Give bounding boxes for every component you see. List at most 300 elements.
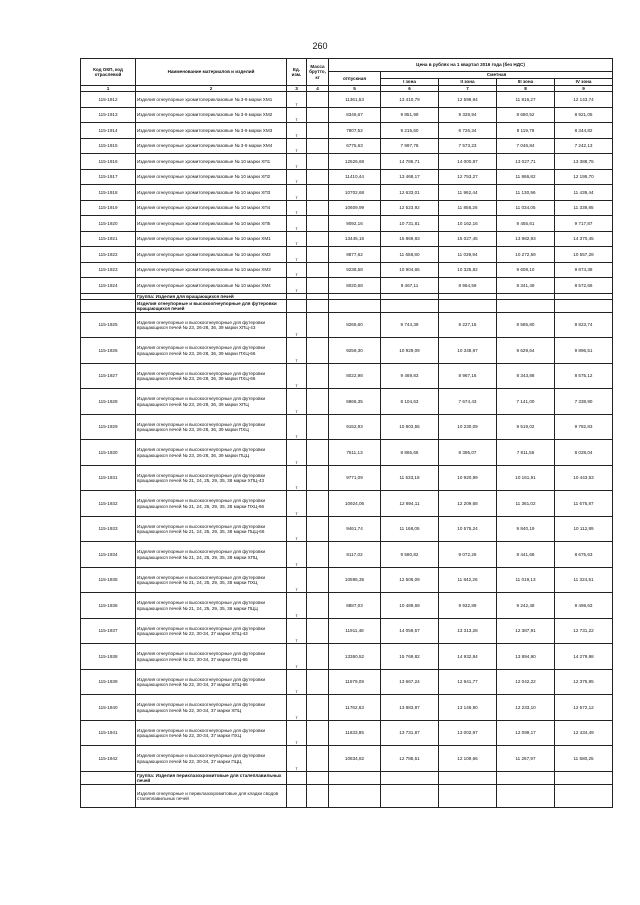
row-zone-2-price: 12 598,94 [439,92,497,108]
row-code: 115-1918 [81,185,136,201]
row-code: 115-1915 [81,138,136,154]
row-name: Изделия огнеупорные и высокоогнеупорные для футеровки вращающихся печей № 22, 30-34, 37 марки ХПЦ-43 [136,618,287,644]
header-estimate: Сметная [381,72,613,79]
column-number: 4 [307,86,329,92]
empty-cell [287,784,307,807]
row-code: 115-1921 [81,231,136,247]
row-code [81,299,136,312]
row-code: 115-1913 [81,107,136,123]
row-name: Изделия огнеупорные и высокоогнеупорные для футеровки вращающихся печей № 23, 26-28, 36, 39 марки ПХЦ-66 [136,338,287,364]
table-row [81,465,613,491]
table-row [81,138,613,154]
row-zone-4-price: 8 823,74 [555,312,613,338]
row-mass [307,185,329,201]
row-zone-3-price: 10 272,59 [497,247,555,263]
row-zone-2-price: 10 230,09 [439,414,497,440]
empty-cell [439,784,497,807]
row-wholesale-price: 13445,16 [329,231,381,247]
table-row [81,414,613,440]
row-zone-3-price: 8 343,88 [497,363,555,389]
row-zone-4-price: 12 731,22 [555,618,613,644]
row-unit: т [287,231,307,247]
row-code: 115-1938 [81,644,136,670]
row-zone-4-price: 14 279,98 [555,644,613,670]
empty-cell [329,784,381,807]
row-unit: т [287,107,307,123]
row-zone-2-price: 9 072,26 [439,542,497,568]
row-name: Изделия огнеупорные хромитопериклазовые № 10 марки ХП5 [136,216,287,232]
row-zone-3-price: 11 019,13 [497,567,555,593]
empty-cell [287,299,307,312]
row-mass [307,169,329,185]
empty-cell [497,784,555,807]
row-code: 115-1917 [81,169,136,185]
row-zone-4-price: 10 112,89 [555,516,613,542]
row-zone-3-price: 10 161,91 [497,465,555,491]
row-unit: т [287,216,307,232]
row-unit: т [287,465,307,491]
row-unit: т [287,338,307,364]
row-mass [307,746,329,772]
row-wholesale-price: 8265,60 [329,312,381,338]
row-zone-3-price: 9 840,19 [497,516,555,542]
page-number: 260 [312,41,328,51]
row-wholesale-price: 9092,16 [329,216,381,232]
row-name: Изделия огнеупорные и высокоогнеупорные для футеровки вращающихся печей № 23, 26-28, 36, 39 марки ПХЦ [136,414,287,440]
empty-cell [307,784,329,807]
row-name: Изделия огнеупорные и высокоогнеупорные для футеровки вращающихся печей № 21, 24, 25, 29, 35, 38 марки ХПЦ-43 [136,465,287,491]
row-name: Изделия огнеупорные и высокоогнеупорные для футеровки вращающихся печей № 21, 24, 25, 29, 35, 38 марки ПЦЦ-66 [136,516,287,542]
group-subtitle-text: Изделия огнеупорные и периклазохромитовые для кладки сводов сталеплавильных печей [136,784,287,807]
row-mass [307,618,329,644]
row-code [81,771,136,784]
row-zone-1-price: 9 215,60 [381,123,439,139]
row-zone-3-price: 8 680,52 [497,107,555,123]
row-zone-4-price: 8 921,05 [555,107,613,123]
row-zone-3-price: 11 866,82 [497,169,555,185]
row-name: Изделия огнеупорные и высокоогнеупорные для футеровки вращающихся печей № 23, 26-28, 36, 39 марки ХПЦ-43 [136,312,287,338]
row-zone-1-price: 10 731,81 [381,216,439,232]
empty-cell [381,784,439,807]
row-zone-2-price: 8 726,34 [439,123,497,139]
row-name: Изделия огнеупорные и высокоогнеупорные для футеровки вращающихся печей № 23, 26-28, 36, 39 марки ХПЦ [136,389,287,415]
group-subtitle [81,299,613,312]
table-row [81,107,613,123]
row-name: Изделия огнеупорные и высокоогнеупорные для футеровки вращающихся печей № 21, 24, 25, 29, 35, 38 марки ХПЦ [136,542,287,568]
row-mass [307,123,329,139]
row-zone-2-price: 13 002,97 [439,720,497,746]
header-name: Наименование материалов и изделий [136,59,287,86]
row-mass [307,200,329,216]
header-code: Код ОКП, код отраслевой [81,59,136,86]
row-wholesale-price: 9771,09 [329,465,381,491]
row-mass [307,107,329,123]
row-zone-4-price: 10 443,53 [555,465,613,491]
row-name: Изделия огнеупорные хромитопериклазовые № 10 марки ХМ4 [136,278,287,294]
row-zone-4-price: 14 370,45 [555,231,613,247]
row-wholesale-price: 11911,48 [329,618,381,644]
empty-cell [555,784,613,807]
table-row [81,185,613,201]
row-zone-2-price: 11 858,26 [439,200,497,216]
row-name: Изделия огнеупорные и высокоогнеупорные для футеровки вращающихся печей № 22, 30-34, 37 марки ПЦЦ [136,746,287,772]
row-name: Изделия огнеупорные хромитопериклазовые № 3-9 марки ХМ2 [136,107,287,123]
row-wholesale-price: 6866,35 [329,389,381,415]
row-code: 115-1933 [81,516,136,542]
row-code: 115-1916 [81,154,136,170]
empty-cell [497,299,555,312]
row-mass [307,262,329,278]
empty-cell [439,771,497,784]
table-row [81,644,613,670]
group-title-text: Группа: Изделия для вращающихся печей [136,293,287,299]
row-unit: т [287,491,307,517]
row-code: 115-1919 [81,200,136,216]
row-unit: т [287,669,307,695]
row-zone-2-price: 11 842,26 [439,567,497,593]
row-zone-1-price: 10 929,09 [381,338,439,364]
row-code: 115-1930 [81,440,136,466]
group-title-text: Группа: Изделия периклазохромитовые для сталеплавильных печей [136,771,287,784]
row-name: Изделия огнеупорные хромитопериклазовые № 10 марки ХП1 [136,154,287,170]
row-name: Изделия огнеупорные и высокоогнеупорные для футеровки вращающихся печей № 22, 30-34, 37 марки ХПЦ [136,695,287,721]
header-zone-1: I зона [381,79,439,86]
row-mass [307,567,329,593]
row-code: 115-1936 [81,593,136,619]
row-zone-3-price: 12 042,22 [497,669,555,695]
row-wholesale-price: 9152,93 [329,414,381,440]
price-table [80,58,613,808]
row-code: 115-1926 [81,338,136,364]
row-wholesale-price: 8020,68 [329,278,381,294]
row-zone-2-price: 10 348,97 [439,338,497,364]
table-row [81,154,613,170]
row-zone-1-price: 8 104,63 [381,389,439,415]
row-zone-2-price: 11 039,94 [439,247,497,263]
row-unit: т [287,644,307,670]
row-name: Изделия огнеупорные и высокоогнеупорные для футеровки вращающихся печей № 22, 30-34, 37 марки ПХЦ-66 [136,644,287,670]
row-code: 115-1912 [81,92,136,108]
row-zone-4-price: 8 575,12 [555,363,613,389]
row-zone-4-price: 7 338,90 [555,389,613,415]
empty-cell [329,299,381,312]
row-code [81,784,136,807]
row-wholesale-price: 8887,03 [329,593,381,619]
table-row [81,542,613,568]
row-zone-2-price: 14 000,87 [439,154,497,170]
row-zone-2-price: 12 941,77 [439,669,497,695]
row-zone-3-price: 13 982,93 [497,231,555,247]
row-zone-3-price: 9 242,48 [497,593,555,619]
row-zone-3-price: 8 119,79 [497,123,555,139]
row-code: 115-1927 [81,363,136,389]
row-zone-4-price: 8 675,63 [555,542,613,568]
row-wholesale-price: 10924,06 [329,491,381,517]
row-zone-4-price: 9 874,38 [555,262,613,278]
empty-cell [555,299,613,312]
row-code: 115-1932 [81,491,136,517]
row-zone-3-price: 12 387,91 [497,618,555,644]
row-code: 115-1914 [81,123,136,139]
row-unit: т [287,618,307,644]
row-wholesale-price: 10595,35 [329,567,381,593]
row-wholesale-price: 11633,85 [329,720,381,746]
table-row [81,200,613,216]
row-zone-3-price: 11 267,97 [497,746,555,772]
column-number: 1 [81,86,136,92]
row-zone-4-price: 11 439,44 [555,185,613,201]
row-mass [307,138,329,154]
row-zone-3-price: 11 361,02 [497,491,555,517]
row-mass [307,720,329,746]
row-zone-1-price: 9 467,11 [381,278,439,294]
row-zone-2-price: 12 109,66 [439,746,497,772]
row-code: 115-1928 [81,389,136,415]
row-zone-3-price: 12 233,10 [497,695,555,721]
row-zone-2-price: 8 967,16 [439,363,497,389]
row-zone-4-price: 10 557,28 [555,247,613,263]
row-zone-3-price: 9 455,61 [497,216,555,232]
row-zone-2-price: 8 964,59 [439,278,497,294]
row-code: 115-1940 [81,695,136,721]
row-mass [307,278,329,294]
row-code: 115-1942 [81,746,136,772]
row-unit: т [287,363,307,389]
row-unit: т [287,92,307,108]
table-row [81,720,613,746]
row-zone-1-price: 13 410,79 [381,92,439,108]
row-zone-1-price: 15 769,82 [381,644,439,670]
row-mass [307,338,329,364]
row-wholesale-price: 6775,63 [329,138,381,154]
row-zone-1-price: 10 904,65 [381,262,439,278]
row-zone-1-price: 14 059,57 [381,618,439,644]
column-number: 9 [555,86,613,92]
row-unit: т [287,312,307,338]
row-zone-3-price: 8 441,68 [497,542,555,568]
row-unit: т [287,542,307,568]
row-zone-1-price: 10 803,55 [381,414,439,440]
row-mass [307,247,329,263]
row-zone-4-price: 11 339,85 [555,200,613,216]
row-zone-1-price: 13 731,87 [381,720,439,746]
row-zone-3-price: 13 027,71 [497,154,555,170]
row-unit: т [287,169,307,185]
row-code: 115-1935 [81,567,136,593]
row-wholesale-price: 9461,74 [329,516,381,542]
table-row [81,247,613,263]
row-code: 115-1924 [81,278,136,294]
row-code: 115-1939 [81,669,136,695]
row-code: 115-1937 [81,618,136,644]
row-wholesale-price: 8022,98 [329,363,381,389]
table-row [81,593,613,619]
row-mass [307,440,329,466]
row-zone-3-price: 7 141,00 [497,389,555,415]
row-name: Изделия огнеупорные хромитопериклазовые № 3-9 марки ХМ1 [136,92,287,108]
row-zone-4-price: 7 242,13 [555,138,613,154]
group-subtitle [81,784,613,807]
row-wholesale-price: 8346,67 [329,107,381,123]
row-code: 115-1934 [81,542,136,568]
row-zone-1-price: 9 580,82 [381,542,439,568]
row-zone-1-price: 13 468,17 [381,169,439,185]
row-zone-4-price: 12 143,74 [555,92,613,108]
row-zone-4-price: 12 572,12 [555,695,613,721]
row-unit: т [287,593,307,619]
row-code: 115-1922 [81,247,136,263]
row-zone-2-price: 15 027,45 [439,231,497,247]
row-unit: т [287,200,307,216]
row-zone-2-price: 14 932,84 [439,644,497,670]
row-unit: т [287,695,307,721]
empty-cell [381,771,439,784]
table-row [81,516,613,542]
row-mass [307,231,329,247]
table-row [81,312,613,338]
header-zone-4: IV зона [555,79,613,86]
table-row [81,123,613,139]
row-wholesale-price: 11361,53 [329,92,381,108]
header-zone-3: III зона [497,79,555,86]
table-row [81,262,613,278]
row-mass [307,465,329,491]
table-row [81,278,613,294]
row-wholesale-price: 13360,52 [329,644,381,670]
row-mass [307,593,329,619]
row-unit: т [287,247,307,263]
row-zone-2-price: 13 146,90 [439,695,497,721]
row-zone-4-price: 12 434,49 [555,720,613,746]
row-zone-2-price: 11 962,44 [439,185,497,201]
row-zone-4-price: 8 572,66 [555,278,613,294]
row-name: Изделия огнеупорные и высокоогнеупорные для футеровки вращающихся печей № 21, 24, 25, 29, 35, 38 марки ПХЦ [136,567,287,593]
row-wholesale-price: 9259,30 [329,338,381,364]
row-code: 115-1923 [81,262,136,278]
row-mass [307,516,329,542]
row-zone-4-price: 8 344,82 [555,123,613,139]
table-row [81,746,613,772]
row-unit: т [287,185,307,201]
row-zone-1-price: 11 533,18 [381,465,439,491]
row-wholesale-price: 10834,82 [329,746,381,772]
row-unit: т [287,720,307,746]
row-zone-1-price: 11 168,05 [381,516,439,542]
row-zone-3-price: 11 816,27 [497,92,555,108]
row-zone-1-price: 12 788,51 [381,746,439,772]
table-row [81,216,613,232]
row-mass [307,542,329,568]
table-row [81,169,613,185]
row-zone-1-price: 13 883,87 [381,695,439,721]
group-subtitle-text: Изделия огнеупорные и высокоогнеупорные для футеровки вращающихся печей [136,299,287,312]
table-row [81,440,613,466]
empty-cell [329,771,381,784]
row-name: Изделия огнеупорные и высокоогнеупорные для футеровки вращающихся печей № 22, 30-34, 37 марки ПХЦ [136,720,287,746]
column-number: 5 [329,86,381,92]
empty-cell [497,771,555,784]
row-wholesale-price: 7511,13 [329,440,381,466]
row-zone-3-price: 12 099,17 [497,720,555,746]
row-mass [307,92,329,108]
row-mass [307,154,329,170]
row-unit: т [287,567,307,593]
row-wholesale-price: 10609,99 [329,200,381,216]
row-zone-2-price: 10 575,24 [439,516,497,542]
column-number: 7 [439,86,497,92]
row-wholesale-price: 9238,58 [329,262,381,278]
row-zone-2-price: 10 325,82 [439,262,497,278]
row-zone-1-price: 12 894,11 [381,491,439,517]
empty-cell [555,771,613,784]
row-zone-1-price: 7 997,78 [381,138,439,154]
row-wholesale-price: 7807,52 [329,123,381,139]
table-row [81,389,613,415]
row-name: Изделия огнеупорные и высокоогнеупорные для футеровки вращающихся печей № 21, 24, 25, 29, 35, 38 марки ПЦЦ [136,593,287,619]
row-name: Изделия огнеупорные хромитопериклазовые № 10 марки ХП4 [136,200,287,216]
row-mass [307,216,329,232]
row-zone-4-price: 11 675,87 [555,491,613,517]
header-unit: Ед. изм. [287,59,307,86]
row-unit: т [287,123,307,139]
row-zone-1-price: 11 658,80 [381,247,439,263]
row-unit: т [287,154,307,170]
column-number: 8 [497,86,555,92]
empty-cell [307,771,329,784]
row-zone-4-price: 12 195,70 [555,169,613,185]
row-zone-4-price: 9 782,83 [555,414,613,440]
row-zone-2-price: 8 395,07 [439,440,497,466]
row-unit: т [287,138,307,154]
column-number: 3 [287,86,307,92]
row-unit: т [287,414,307,440]
row-wholesale-price: 9877,62 [329,247,381,263]
row-name: Изделия огнеупорные хромитопериклазовые № 10 марки ХМ3 [136,262,287,278]
row-zone-1-price: 12 506,09 [381,567,439,593]
row-zone-2-price: 7 573,23 [439,138,497,154]
row-wholesale-price: 10702,68 [329,185,381,201]
row-zone-1-price: 8 865,66 [381,440,439,466]
row-zone-3-price: 9 519,02 [497,414,555,440]
empty-cell [439,299,497,312]
row-mass [307,414,329,440]
table-row [81,695,613,721]
column-number: 6 [381,86,439,92]
row-unit: т [287,516,307,542]
row-zone-2-price: 12 209,68 [439,491,497,517]
row-name: Изделия огнеупорные и высокоогнеупорные для футеровки вращающихся печей № 22, 30-34, 37 марки ХПЦ-66 [136,669,287,695]
row-zone-3-price: 9 608,10 [497,262,555,278]
table-row [81,491,613,517]
row-zone-3-price: 11 034,05 [497,200,555,216]
header-mass: Масса брутто, кг [307,59,329,86]
row-zone-3-price: 7 811,55 [497,440,555,466]
row-zone-1-price: 9 469,83 [381,363,439,389]
empty-cell [381,299,439,312]
row-code: 115-1920 [81,216,136,232]
row-name: Изделия огнеупорные и высокоогнеупорные для футеровки вращающихся печей № 21, 24, 25, 29, 35, 38 марки ПХЦ-66 [136,491,287,517]
row-zone-3-price: 9 629,64 [497,338,555,364]
table-row [81,92,613,108]
row-wholesale-price: 11579,09 [329,669,381,695]
row-zone-2-price: 9 328,94 [439,107,497,123]
header-wholesale: отпускная [329,72,381,86]
row-wholesale-price: 12526,68 [329,154,381,170]
row-zone-3-price: 8 341,49 [497,278,555,294]
header-zone-2: II зона [439,79,497,86]
row-zone-4-price: 9 896,51 [555,338,613,364]
row-name: Изделия огнеупорные и высокоогнеупорные для футеровки вращающихся печей № 23, 26-28, 36, 39 марки ПХЦ-66 [136,363,287,389]
